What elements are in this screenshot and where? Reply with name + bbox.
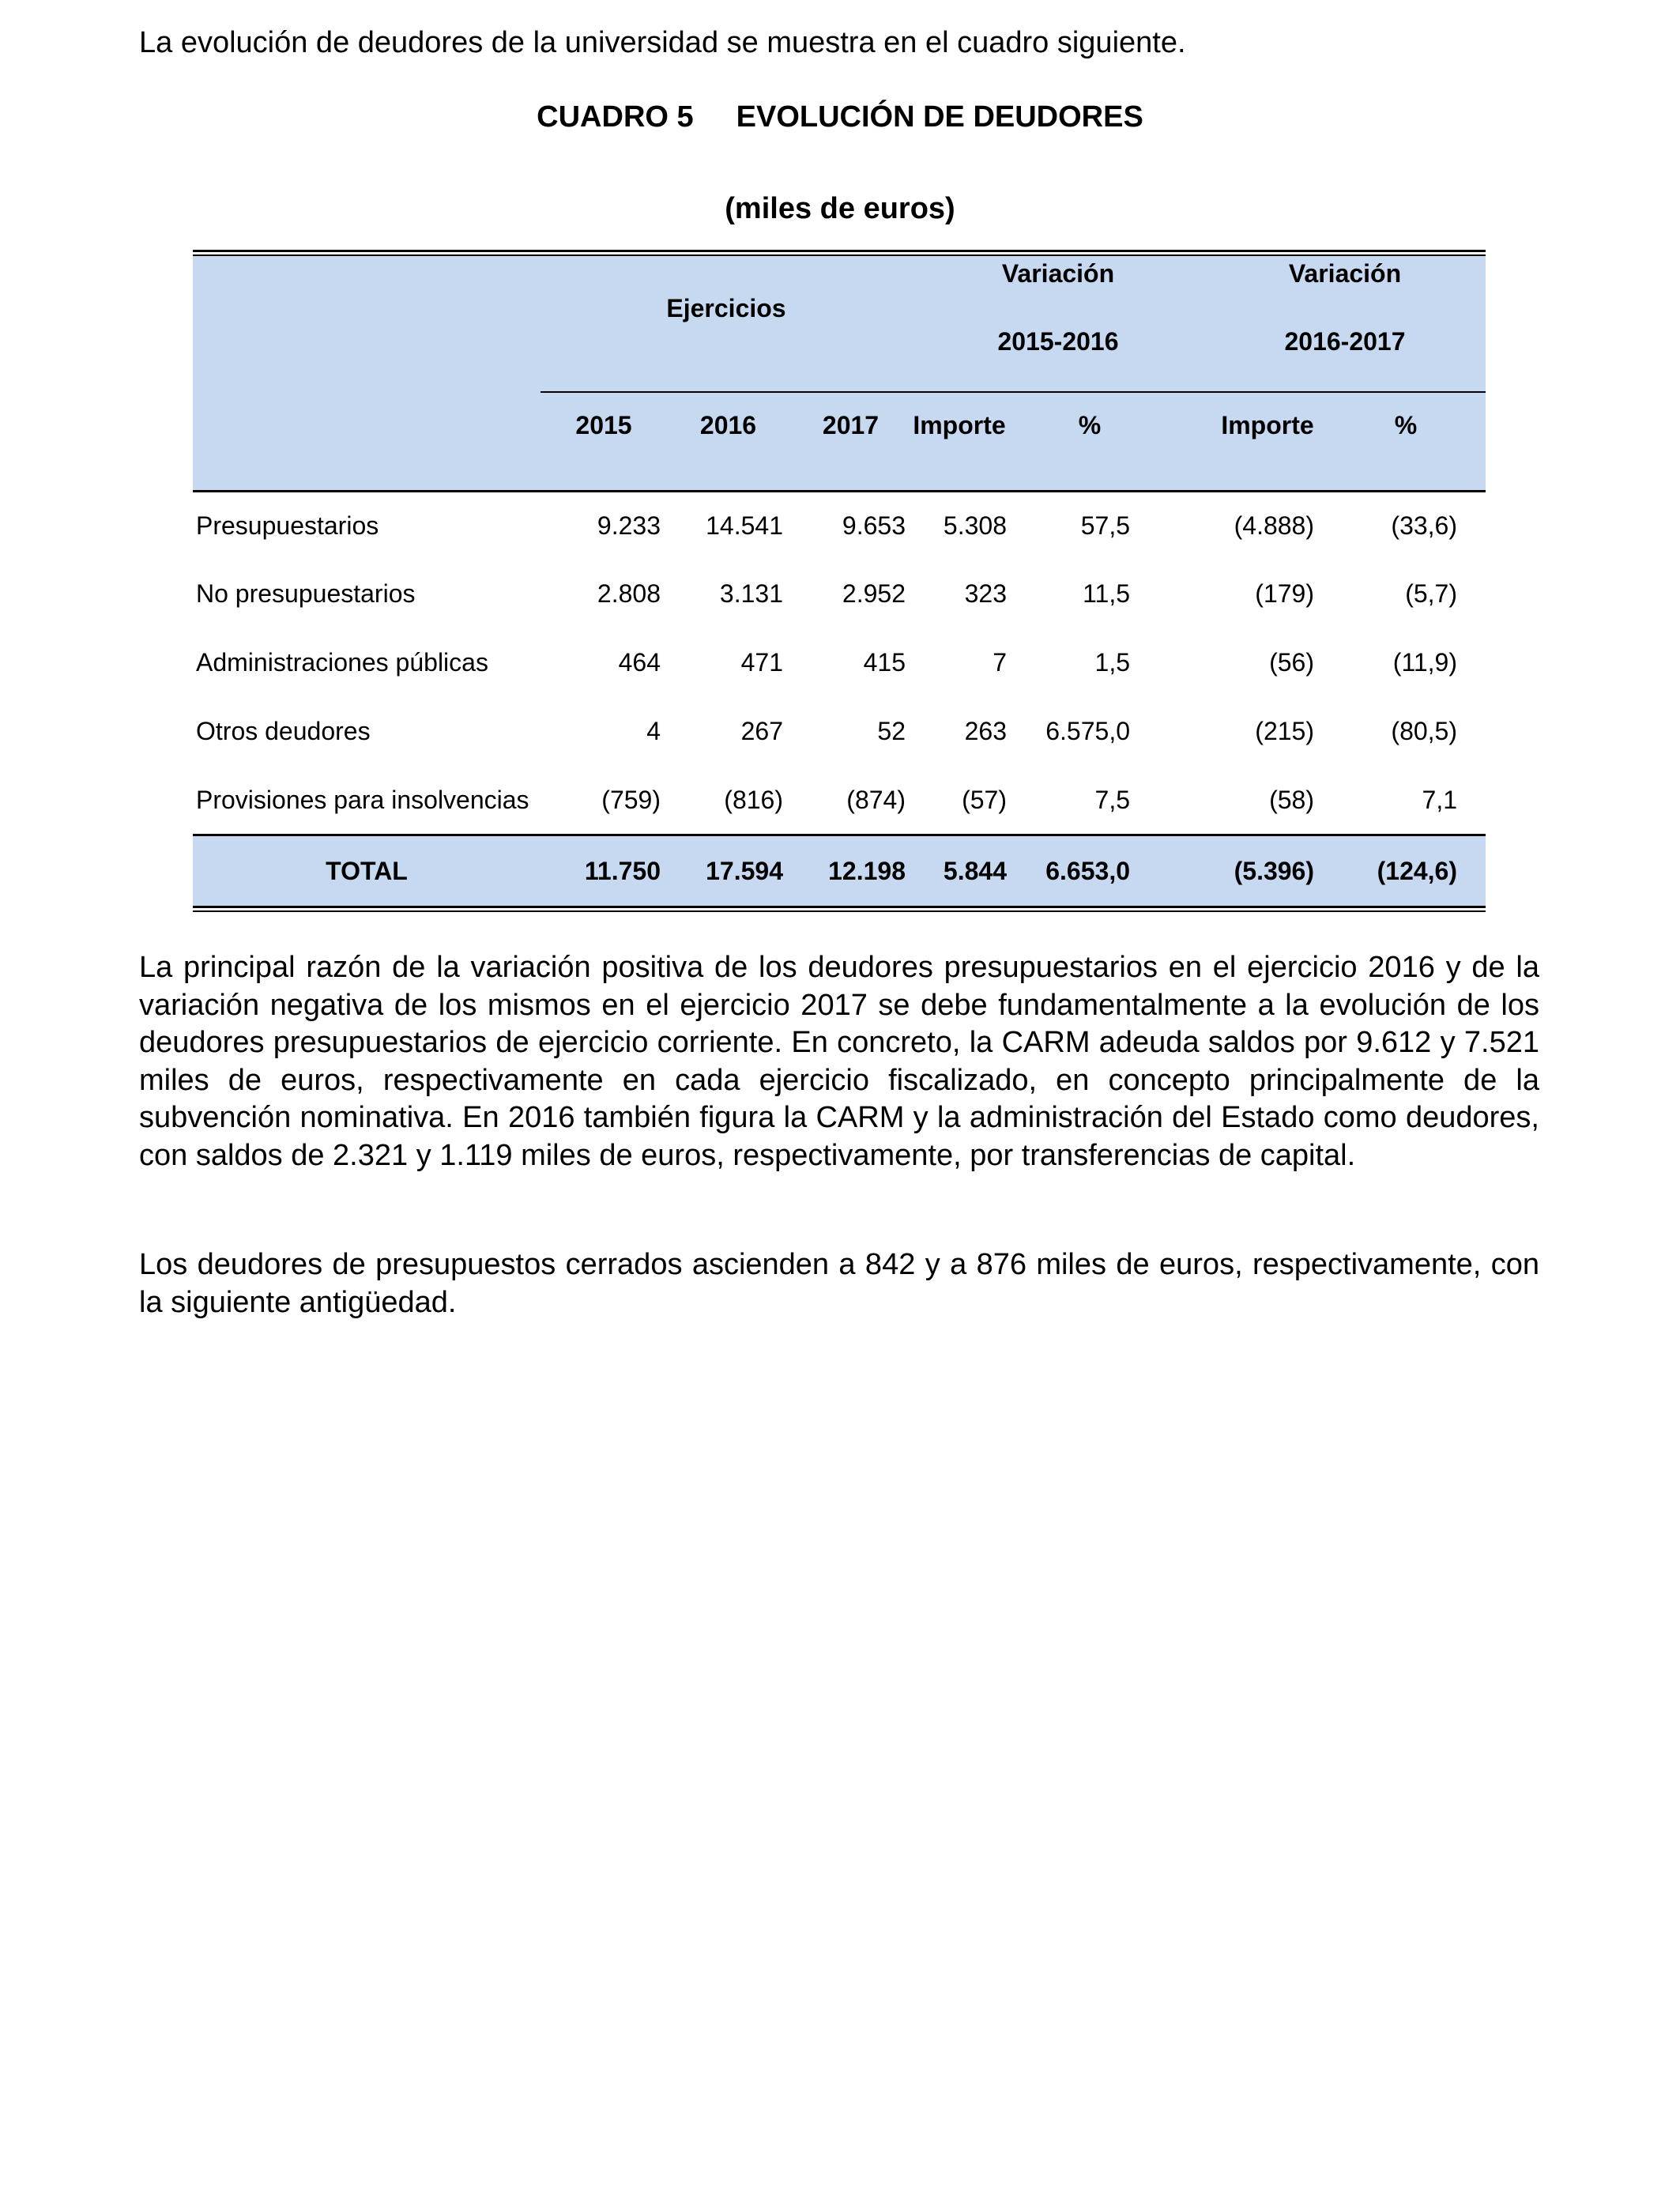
table-caption: EVOLUCIÓN DE DEUDORES [736, 100, 1143, 134]
table-top-rule-2 [193, 254, 1486, 256]
table-cell: 2.808 [597, 579, 661, 608]
total-cell: 6.653,0 [1045, 857, 1130, 885]
row-label: Administraciones públicas [196, 648, 488, 677]
table-cell: 11,5 [1083, 579, 1130, 608]
column-header: Importe [1221, 411, 1314, 439]
header-variacion-1-period: 2015-2016 [997, 327, 1119, 356]
table-cell: (5,7) [1405, 579, 1457, 608]
header-bottom-rule [193, 490, 1486, 492]
table-cell: 7,1 [1422, 786, 1457, 814]
table-cell: 9.233 [597, 511, 661, 540]
table-title [0, 96, 1680, 138]
table-units: (miles de euros) [725, 192, 955, 225]
header-group-rule [541, 391, 1486, 393]
table-cell: 2.952 [842, 579, 906, 608]
table-cell: 57,5 [1080, 511, 1130, 540]
total-cell: (124,6) [1377, 857, 1457, 885]
table-cell: 464 [618, 648, 661, 677]
total-cell: 12.198 [828, 857, 906, 885]
table-cell: (80,5) [1391, 717, 1457, 745]
table-cell: 4 [646, 717, 661, 745]
table-cell: (33,6) [1391, 511, 1457, 540]
total-top-rule [193, 834, 1486, 836]
table-cell: (179) [1255, 579, 1314, 608]
table-cell: 5.308 [943, 511, 1007, 540]
header-variacion-2-period: 2016-2017 [1284, 327, 1406, 356]
table-cell: 323 [964, 579, 1007, 608]
table-cell: 7,5 [1094, 786, 1130, 814]
table-cell: (56) [1269, 648, 1314, 677]
table-number: CUADRO 5 [537, 100, 694, 134]
header-ejercicios: Ejercicios [666, 294, 786, 322]
intro-text: La evolución de deudores de la universidad se muestra en el cuadro siguiente. [139, 26, 1186, 59]
table-cell: 14.541 [706, 511, 783, 540]
header-variacion-1: Variación [1001, 259, 1115, 288]
table-cell: 7 [993, 648, 1007, 677]
table-cell: (4.888) [1234, 511, 1314, 540]
table-cell: 267 [740, 717, 783, 745]
column-header: % [1394, 411, 1418, 439]
total-cell: 11.750 [584, 857, 661, 885]
total-cell: (5.396) [1234, 857, 1314, 885]
total-cell: 5.844 [943, 857, 1007, 885]
column-header: 2017 [822, 411, 880, 439]
table-cell: (215) [1255, 717, 1314, 745]
table-cell: 415 [863, 648, 906, 677]
table-cell: 9.653 [842, 511, 906, 540]
column-header: 2015 [575, 411, 632, 439]
header-variacion-2: Variación [1288, 259, 1402, 288]
total-cell: 17.594 [706, 857, 783, 885]
table-cell: 52 [877, 717, 906, 745]
table-cell: 6.575,0 [1045, 717, 1130, 745]
row-label: Presupuestarios [196, 511, 379, 540]
deudores-table [193, 250, 1486, 912]
table-cell: (816) [724, 786, 783, 814]
table-cell: (58) [1269, 786, 1314, 814]
table-cell: (57) [962, 786, 1007, 814]
column-header: % [1078, 411, 1102, 439]
table-cell: (759) [601, 786, 661, 814]
table-cell: 263 [964, 717, 1007, 745]
column-header: Importe [913, 411, 1006, 439]
table-cell: (874) [846, 786, 906, 814]
total-label: TOTAL [326, 857, 408, 885]
table-bottom-rule [193, 906, 1486, 908]
row-label: No presupuestarios [196, 579, 416, 608]
table-bottom-rule-2 [193, 910, 1486, 912]
table-cell: 3.131 [719, 579, 783, 608]
body-paragraph: La principal razón de la variación positiva de los deudores presupuestarios en el ejercicio 2016 y de la variación negativa de los mismos en el ejercicio 2017 se debe fundamentalmente a la evolución de los deudores presupuestarios de ejercicio corriente. En concreto, la CARM adeuda saldos por 9.612 y 7.521 miles de euros, respectivamente en cada ejercicio fiscalizado, en concepto principalmente de la subvención nominativa. En 2016 también figura la CARM y la administración del Estado como deudores, con saldos de 2.321 y 1.119 miles de euros, respectivamente, por transferencias de capital. [139, 951, 1539, 1172]
table-cell: (11,9) [1392, 648, 1457, 677]
row-label: Otros deudores [196, 717, 371, 745]
row-label: Provisiones para insolvencias [196, 786, 529, 814]
table-header-background [193, 254, 1486, 491]
table-top-rule [193, 250, 1486, 252]
body-paragraph: Los deudores de presupuestos cerrados ascienden a 842 y a 876 miles de euros, respectivamente, con la siguiente antigüedad. [139, 1248, 1539, 1319]
table-cell: 471 [740, 648, 783, 677]
column-header: 2016 [699, 411, 757, 439]
table-cell: 1,5 [1094, 648, 1130, 677]
